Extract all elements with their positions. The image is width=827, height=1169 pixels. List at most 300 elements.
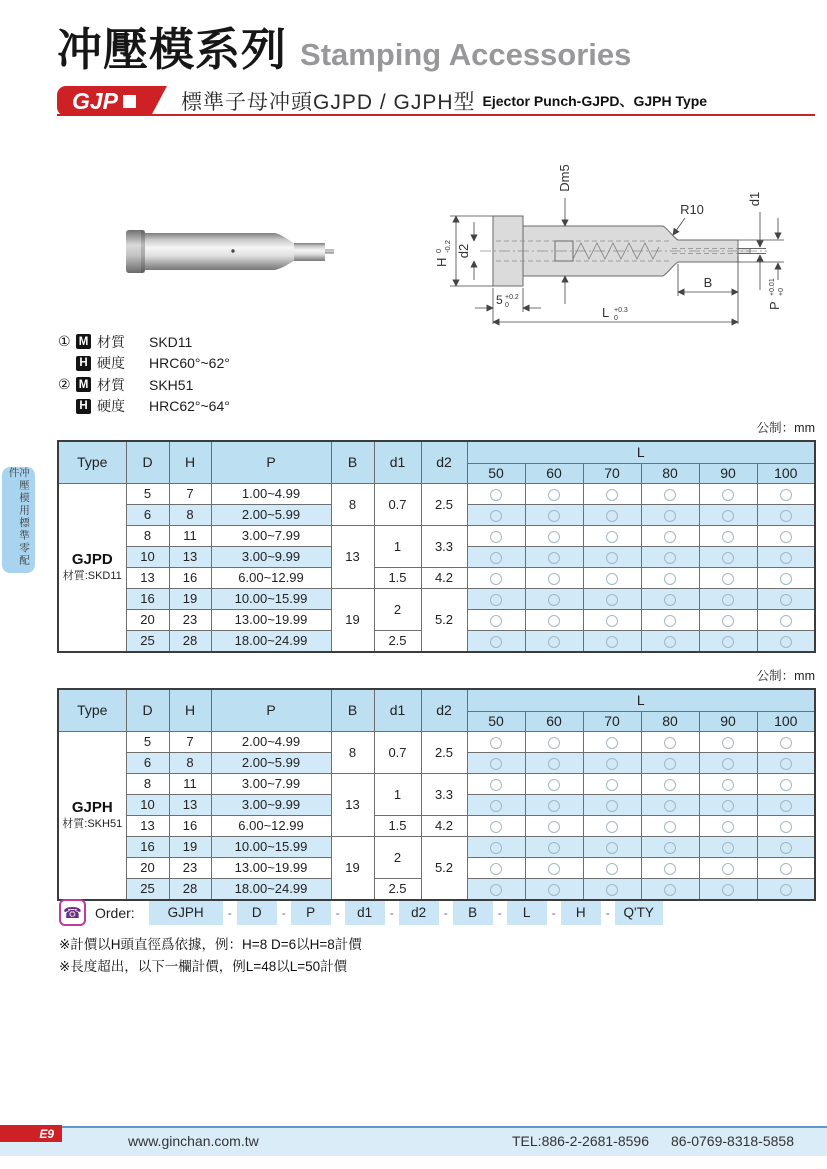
availability-cell [583,753,641,774]
cell-d: 5 [126,732,169,753]
availability-circle [490,863,502,875]
dim-label-d2: d2 [456,243,471,259]
availability-cell [757,547,815,568]
availability-circle [606,779,618,791]
order-part: Q'TY [615,901,663,925]
availability-circle [548,552,560,564]
availability-cell [699,732,757,753]
header-row [58,689,815,712]
availability-cell [583,774,641,795]
series-subtitle-en: Ejector Punch-GJPD、GJPH Type [482,93,708,109]
availability-cell [525,526,583,547]
availability-circle [664,489,676,501]
spec-table-GJPH [57,688,816,901]
availability-circle [664,884,676,896]
punch-vent-hole [231,249,234,252]
hardness-line [58,396,230,418]
availability-cell [583,795,641,816]
cell-d1: 2.5 [374,631,421,653]
svg-text:0: 0 [505,302,509,309]
availability-circle [606,863,618,875]
availability-cell [699,484,757,505]
cell-p: 3.00~9.99 [211,547,331,568]
availability-cell [467,816,525,837]
availability-circle [606,489,618,501]
col-header-d1: d1 [374,441,421,484]
availability-cell [525,795,583,816]
availability-cell [583,589,641,610]
availability-circle [548,573,560,585]
availability-circle [664,758,676,770]
type-material: 材質:SKD11 [62,570,122,583]
availability-circle [780,552,792,564]
availability-cell [525,484,583,505]
availability-cell [583,879,641,901]
availability-cell [525,589,583,610]
order-separator: - [389,905,394,920]
availability-cell [757,589,815,610]
cell-d: 5 [126,484,169,505]
material-number: ① [58,333,71,350]
availability-circle [490,884,502,896]
cell-b: 8 [331,732,374,774]
cell-p: 13.00~19.99 [211,610,331,631]
availability-cell [467,879,525,901]
availability-cell [641,505,699,526]
dim-label-d1: d1 [747,191,762,207]
svg-text:+0.01: +0.01 [769,278,776,296]
header-row [58,441,815,464]
dim-label-dm5: Dm5 [557,164,572,192]
material-number: ② [58,376,71,393]
availability-circle [490,758,502,770]
order-part: L [507,901,547,925]
availability-circle [780,884,792,896]
availability-cell [467,732,525,753]
cell-h: 28 [169,631,211,653]
dim-label-l [602,305,628,322]
availability-circle [548,737,560,749]
col-header-l: L [467,441,815,464]
cell-d: 20 [126,858,169,879]
series-row [57,86,707,116]
cell-d: 8 [126,526,169,547]
length-col-header: 80 [641,464,699,484]
cell-d: 25 [126,631,169,653]
availability-circle [722,594,734,606]
cell-d1: 0.7 [374,732,421,774]
availability-cell [641,526,699,547]
order-part: GJPH [149,901,223,925]
availability-circle [490,552,502,564]
availability-circle [722,552,734,564]
availability-circle [548,594,560,606]
availability-cell [583,631,641,653]
order-separator: - [551,905,556,920]
availability-cell [583,816,641,837]
footer-tel-1: TEL:886-2-2681-8596 [512,1133,649,1149]
cell-d: 8 [126,774,169,795]
availability-cell [757,879,815,901]
availability-circle [722,636,734,648]
hardness-value: HRC62°~64° [149,398,230,415]
table-row [58,816,815,837]
availability-cell [641,484,699,505]
material-label: 材質 [97,376,125,393]
availability-circle [780,531,792,543]
table-row [58,568,815,589]
availability-cell [641,858,699,879]
page-title-zh: 冲壓模系列 [57,24,288,75]
availability-cell [525,732,583,753]
cell-d1: 2 [374,837,421,879]
cell-p: 3.00~7.99 [211,774,331,795]
availability-cell [583,858,641,879]
availability-cell [699,837,757,858]
table-row [58,526,815,547]
cell-d1: 1 [374,774,421,816]
cell-h: 16 [169,816,211,837]
cell-p: 1.00~4.99 [211,484,331,505]
availability-circle [606,552,618,564]
type-cell [58,484,126,653]
availability-cell [583,526,641,547]
availability-cell [467,526,525,547]
cell-d: 10 [126,547,169,568]
col-header-p: P [211,441,331,484]
availability-cell [467,795,525,816]
length-col-header: 90 [699,712,757,732]
cell-h: 11 [169,774,211,795]
hardness-label: 硬度 [97,398,125,415]
cell-h: 23 [169,610,211,631]
availability-circle [490,489,502,501]
phone-icon: ☎ [59,899,86,926]
length-col-header: 50 [467,464,525,484]
availability-circle [490,737,502,749]
availability-circle [780,573,792,585]
cell-h: 19 [169,589,211,610]
availability-cell [467,589,525,610]
availability-circle [722,573,734,585]
availability-cell [583,610,641,631]
availability-cell [467,774,525,795]
svg-text:H: H [434,257,449,267]
col-header-type: Type [58,441,126,484]
availability-cell [525,568,583,589]
punch-taper [275,233,294,270]
punch-pin-tip [325,250,334,254]
type-cell [58,732,126,901]
availability-cell [641,795,699,816]
availability-circle [664,800,676,812]
dim-label-r10: R10 [680,202,704,217]
cell-p: 18.00~24.99 [211,879,331,901]
availability-circle [664,615,676,627]
cell-d2: 2.5 [421,484,467,526]
svg-text:5: 5 [496,293,503,307]
material-notes [58,331,230,417]
page-title-en: Stamping Accessories [300,37,632,72]
availability-cell [699,795,757,816]
availability-circle [606,573,618,585]
punch-photo [122,222,337,283]
availability-circle [722,842,734,854]
svg-text:0: 0 [434,248,443,253]
availability-cell [641,547,699,568]
col-header-p: P [211,689,331,732]
table-row [58,774,815,795]
availability-circle [606,531,618,543]
gjpd-table-mount [57,440,816,653]
cell-d1: 0.7 [374,484,421,526]
availability-circle [664,779,676,791]
availability-cell [757,732,815,753]
material-value: SKH51 [149,376,194,393]
hardness-label: 硬度 [97,355,125,372]
availability-circle [606,800,618,812]
cell-b: 19 [331,837,374,901]
availability-circle [606,636,618,648]
material-label: 材質 [97,333,125,350]
order-separator: - [227,905,232,920]
note-line: ※長度超出，以下一欄計價，例L=48以L=50計價 [59,959,348,974]
availability-circle [722,863,734,875]
cell-d2: 2.5 [421,732,467,774]
hardness-h-icon: H [76,356,91,371]
cell-h: 7 [169,484,211,505]
cell-p: 10.00~15.99 [211,589,331,610]
dim-label-h [434,240,452,267]
header-divider [57,114,815,116]
order-separator: - [605,905,610,920]
length-col-header: 60 [525,712,583,732]
availability-circle [722,531,734,543]
availability-circle [664,594,676,606]
availability-circle [722,884,734,896]
availability-circle [664,552,676,564]
cell-p: 2.00~4.99 [211,732,331,753]
availability-circle [780,489,792,501]
availability-cell [467,505,525,526]
footer-page-code: E9 [0,1125,62,1142]
availability-circle [548,821,560,833]
availability-cell [525,631,583,653]
table-row [58,589,815,610]
cell-p: 3.00~7.99 [211,526,331,547]
cell-h: 11 [169,526,211,547]
type-material: 材質:SKH51 [62,818,123,831]
availability-cell [641,589,699,610]
availability-cell [525,753,583,774]
availability-cell [757,774,815,795]
availability-circle [490,531,502,543]
availability-cell [699,879,757,901]
cell-p: 3.00~9.99 [211,795,331,816]
dim-label-p [767,278,785,310]
cell-p: 6.00~12.99 [211,568,331,589]
cell-p: 2.00~5.99 [211,753,331,774]
svg-text:+0: +0 [778,288,785,296]
availability-cell [699,526,757,547]
availability-circle [490,779,502,791]
col-header-d2: d2 [421,441,467,484]
availability-circle [722,510,734,522]
cell-d2: 5.2 [421,589,467,653]
availability-cell [641,879,699,901]
order-separator: - [443,905,448,920]
availability-cell [525,816,583,837]
svg-text:L: L [602,305,610,320]
availability-circle [722,737,734,749]
availability-cell [699,774,757,795]
availability-circle [780,737,792,749]
availability-circle [780,636,792,648]
cell-h: 19 [169,837,211,858]
availability-cell [757,858,815,879]
side-tab-category [2,467,35,573]
cell-h: 13 [169,795,211,816]
cell-h: 13 [169,547,211,568]
availability-circle [664,821,676,833]
material-m-icon: M [76,377,91,392]
order-row [59,899,663,926]
technical-drawing [422,156,817,336]
order-part: d1 [345,901,385,925]
col-header-l: L [467,689,815,712]
availability-circle [606,884,618,896]
cell-d2: 4.2 [421,816,467,837]
availability-circle [780,758,792,770]
col-header-h: H [169,689,211,732]
availability-circle [780,779,792,791]
svg-text:+0.2: +0.2 [505,294,519,301]
cell-d: 16 [126,837,169,858]
availability-cell [525,879,583,901]
order-part: B [453,901,493,925]
availability-cell [467,753,525,774]
cell-h: 8 [169,505,211,526]
svg-text:+0.3: +0.3 [614,307,628,314]
col-header-type: Type [58,689,126,732]
notes [59,934,362,978]
availability-cell [641,610,699,631]
availability-circle [490,594,502,606]
availability-cell [699,547,757,568]
availability-circle [490,615,502,627]
availability-cell [757,631,815,653]
availability-cell [699,505,757,526]
availability-cell [699,753,757,774]
cell-d: 13 [126,816,169,837]
gjph-table-mount [57,688,816,901]
availability-cell [641,837,699,858]
footer-telephone [512,1133,794,1149]
availability-circle [722,489,734,501]
availability-cell [583,732,641,753]
svg-text:-0.2: -0.2 [443,240,452,253]
availability-circle [664,531,676,543]
series-badge [57,86,151,116]
availability-cell [699,816,757,837]
availability-circle [606,737,618,749]
availability-cell [467,610,525,631]
cell-d1: 1.5 [374,816,421,837]
footer-tel-2: 86-0769-8318-5858 [671,1133,794,1149]
unit-label-metric: 公制：mm [756,669,815,683]
availability-cell [641,816,699,837]
punch-point [294,243,325,261]
availability-cell [757,568,815,589]
availability-circle [780,821,792,833]
cell-d1: 1.5 [374,568,421,589]
material-m-icon: M [76,334,91,349]
availability-cell [467,484,525,505]
table-row [58,732,815,753]
availability-cell [757,753,815,774]
availability-circle [490,842,502,854]
availability-circle [490,510,502,522]
availability-cell [525,610,583,631]
cell-d: 6 [126,505,169,526]
length-col-header: 50 [467,712,525,732]
cell-d1: 1 [374,526,421,568]
availability-circle [780,594,792,606]
col-header-b: B [331,441,374,484]
material-line [58,331,230,353]
order-separator: - [281,905,286,920]
availability-cell [699,589,757,610]
length-col-header: 100 [757,464,815,484]
svg-text:0: 0 [614,315,618,322]
availability-cell [467,568,525,589]
cell-p: 18.00~24.99 [211,631,331,653]
order-part: D [237,901,277,925]
cell-b: 8 [331,484,374,526]
availability-circle [490,636,502,648]
availability-circle [490,800,502,812]
length-col-header: 70 [583,712,641,732]
cell-p: 10.00~15.99 [211,837,331,858]
footer-website: www.ginchan.com.tw [128,1133,259,1149]
availability-circle [548,842,560,854]
punch-body [145,233,275,270]
cell-d2: 3.3 [421,774,467,816]
order-parts [149,901,663,925]
availability-cell [757,816,815,837]
availability-circle [664,737,676,749]
availability-circle [606,842,618,854]
availability-circle [780,615,792,627]
col-header-b: B [331,689,374,732]
cell-b: 13 [331,526,374,589]
availability-circle [606,594,618,606]
cell-d: 16 [126,589,169,610]
cell-p: 2.00~5.99 [211,505,331,526]
availability-circle [664,842,676,854]
availability-cell [757,505,815,526]
availability-circle [606,758,618,770]
availability-cell [757,484,815,505]
availability-circle [780,842,792,854]
cell-h: 16 [169,568,211,589]
material-value: SKD11 [149,333,193,350]
cell-d: 25 [126,879,169,901]
cell-d1: 2.5 [374,879,421,901]
availability-cell [583,568,641,589]
availability-cell [467,547,525,568]
series-subtitle-zh: 標準子母冲頭GJPD / GJPH型 [181,91,476,114]
